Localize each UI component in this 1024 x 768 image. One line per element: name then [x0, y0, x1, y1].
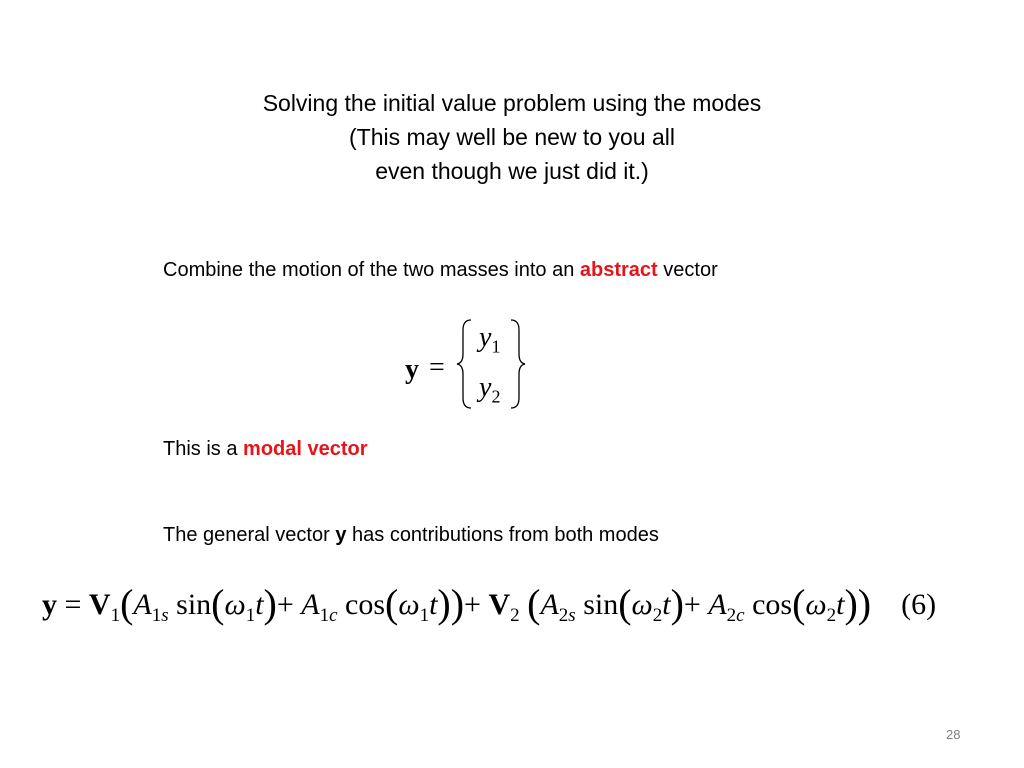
- title-line-2: (This may well be new to you all: [349, 124, 675, 150]
- general-equation: [42, 580, 936, 627]
- slide-title: [0, 86, 1024, 188]
- curly-braces: [405, 316, 535, 412]
- title-line-3: even though we just did it.): [375, 158, 649, 184]
- vector-component-1: $y_1$: [479, 322, 501, 357]
- paragraph-text: vector: [657, 259, 718, 281]
- paragraph-text: Combine the motion of the two masses into an: [163, 259, 580, 281]
- paragraph-text: has contributions from both modes: [346, 524, 659, 546]
- paragraph-modal: [163, 438, 368, 461]
- vector-component-2: $y_2$: [479, 372, 501, 407]
- equation-number: (6): [901, 588, 937, 621]
- general-equation-body: $y = V_1(A_{1s}$ $\sin(\omega_1t)+ A_{1c}$ $\cos(\omega_1t))+ V_2$ ($A_{2s}$ $\sin(\omega_2t)+ A_{2c}$ $\cos(\omega_2t)$): [42, 581, 872, 626]
- paragraph-text: This is a: [163, 438, 244, 460]
- vector-symbol: y: [405, 354, 419, 385]
- highlight-abstract: abstract: [579, 259, 658, 281]
- paragraph-text: The general vector: [163, 524, 336, 546]
- page-number: 28: [946, 727, 961, 742]
- title-line-1: Solving the initial value problem using the modes: [262, 90, 762, 116]
- bold-y: y: [335, 524, 347, 546]
- highlight-modal-vector: modal vector: [243, 438, 368, 460]
- equals-sign: =: [429, 352, 445, 383]
- paragraph-general: [163, 524, 659, 547]
- paragraph-combine: [163, 259, 718, 282]
- vector-equation: [405, 316, 535, 412]
